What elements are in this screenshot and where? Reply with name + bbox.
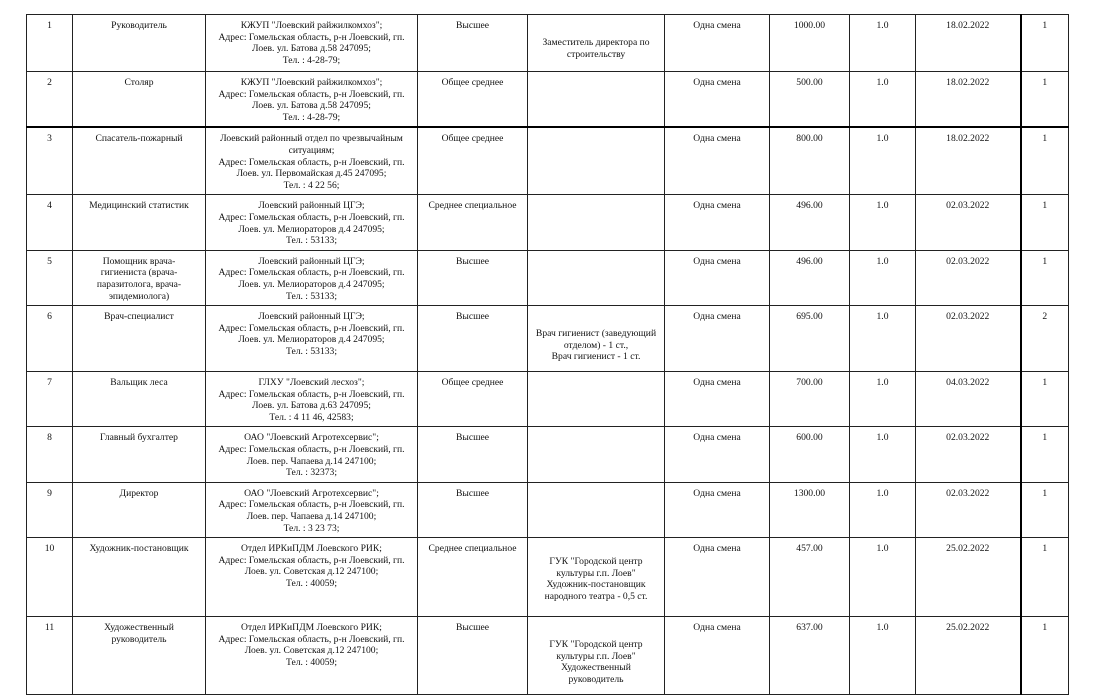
salary-cell: 496.00 — [770, 250, 850, 305]
rate-cell: 1.0 — [850, 482, 916, 537]
employer-line: ОАО "Лоевский Агротехсервис"; — [244, 487, 379, 499]
job-title-cell — [73, 372, 206, 427]
employer-line: Тел. : 3 23 73; — [283, 522, 340, 534]
date-cell: 02.03.2022 — [916, 482, 1021, 537]
employer-line: Тел. : 40059; — [285, 578, 338, 589]
employer-line: Лоев. ул. Советская д.12 247100; — [244, 645, 379, 657]
job-title-line: Медицинский статистик — [89, 200, 189, 212]
note-line: руководитель — [568, 674, 624, 685]
job-title-line: Вальщик леса — [110, 377, 168, 389]
vacancy-count-cell: 1 — [1021, 72, 1069, 128]
education-cell: Общее среднее — [418, 72, 528, 128]
salary-cell: 1300.00 — [770, 482, 850, 537]
job-title-line: Художник-постановщик — [89, 543, 189, 555]
job-title-cell — [73, 306, 206, 372]
employer-line: Адрес: Гомельская область, р-н Лоевский, гп. — [218, 267, 405, 279]
job-title-line: руководитель — [111, 633, 167, 645]
shift-cell: Одна смена — [665, 306, 770, 372]
job-title-line: гигиениста (врача- — [100, 267, 178, 279]
vacancy-count-cell: 1 — [1021, 482, 1069, 537]
employer-line: КЖУП "Лоевский райжилкомхоз"; — [240, 77, 383, 88]
note-line: строительству — [566, 48, 626, 60]
rate-cell: 1.0 — [850, 427, 916, 482]
rate-cell: 1.0 — [850, 538, 916, 617]
employer-line: Адрес: Гомельская область, р-н Лоевский, гп. — [218, 88, 405, 100]
employer-line: Тел. : 53133; — [285, 345, 338, 357]
employer-line: КЖУП "Лоевский райжилкомхоз"; — [240, 20, 383, 31]
date-cell: 18.02.2022 — [916, 72, 1021, 128]
rate-cell: 1.0 — [850, 195, 916, 250]
date-cell: 02.03.2022 — [916, 195, 1021, 250]
vacancy-count-cell: 1 — [1021, 617, 1069, 695]
salary-cell: 457.00 — [770, 538, 850, 617]
employer-cell — [206, 306, 418, 372]
job-title-cell — [73, 127, 206, 194]
note-cell — [528, 538, 665, 617]
employer-cell — [206, 72, 418, 128]
shift-cell: Одна смена — [665, 250, 770, 305]
date-cell: 25.02.2022 — [916, 538, 1021, 617]
shift-cell: Одна смена — [665, 127, 770, 194]
row-number-cell: 6 — [27, 306, 73, 372]
job-title-line: Главный бухгалтер — [100, 432, 178, 444]
row-number-cell: 9 — [27, 482, 73, 537]
employer-line: Адрес: Гомельская область, р-н Лоевский, гп. — [218, 499, 405, 511]
employer-cell — [206, 195, 418, 250]
employer-cell — [206, 250, 418, 305]
employer-line: Лоев. ул. Батова д.63 247095; — [252, 400, 371, 412]
note-line: отделом) - 1 ст., — [563, 339, 629, 351]
employer-line: Отдел ИРКиПДМ Лоевского РИК; — [241, 543, 382, 555]
employer-line: Тел. : 4 11 46, 42583; — [269, 411, 354, 423]
note-cell — [528, 127, 665, 194]
table-row — [27, 482, 1069, 537]
note-cell — [528, 72, 665, 128]
vacancy-count-cell: 1 — [1021, 127, 1069, 194]
job-title-line: Художественный — [104, 622, 174, 634]
employer-cell — [206, 482, 418, 537]
employer-line: Лоев. ул. Мелиораторов д.4 247095; — [238, 334, 385, 346]
education-cell: Высшее — [418, 482, 528, 537]
vacancy-count-cell: 2 — [1021, 306, 1069, 372]
rate-cell: 1.0 — [850, 15, 916, 72]
job-title-line: Руководитель — [111, 20, 167, 31]
vacancy-count-cell: 1 — [1021, 250, 1069, 305]
job-title-line: Столяр — [124, 77, 154, 88]
job-title-line: паразитолога, врача- — [96, 278, 182, 290]
employer-line: Лоевский районный отдел по чрезвычайным — [220, 133, 403, 145]
employer-line: Лоев. ул. Мелиораторов д.4 247095; — [238, 223, 385, 235]
salary-cell: 600.00 — [770, 427, 850, 482]
education-cell: Высшее — [418, 306, 528, 372]
note-line: ГУК "Городской центр — [549, 556, 643, 568]
shift-cell: Одна смена — [665, 72, 770, 128]
employer-line: Адрес: Гомельская область, р-н Лоевский, гп. — [218, 322, 405, 334]
table-row — [27, 617, 1069, 695]
table-row — [27, 72, 1069, 128]
salary-cell: 800.00 — [770, 127, 850, 194]
shift-cell: Одна смена — [665, 372, 770, 427]
note-line: Врач гигиенист (заведующий — [535, 328, 657, 340]
vacancy-count-cell: 1 — [1021, 372, 1069, 427]
education-cell: Высшее — [418, 15, 528, 72]
job-title-line: Врач-специалист — [104, 311, 174, 323]
employer-line: ситуациям; — [288, 144, 335, 156]
date-cell: 18.02.2022 — [916, 15, 1021, 72]
employer-line: Тел. : 53133; — [285, 290, 338, 302]
table-row — [27, 127, 1069, 194]
note-line: Заместитель директора по — [542, 37, 650, 48]
vacancy-count-cell: 1 — [1021, 538, 1069, 617]
employer-line: Лоевский районный ЦГЭ; — [258, 200, 365, 212]
row-number-cell: 3 — [27, 127, 73, 194]
employer-line: Лоев. пер. Чапаева д.14 247100; — [246, 455, 377, 467]
job-title-line: Спасатель-пожарный — [95, 133, 183, 145]
employer-line: Лоев. ул. Батова д.58 247095; — [252, 43, 371, 55]
employer-line: ГЛХУ "Лоевский лесхоз"; — [258, 377, 365, 389]
table-row — [27, 372, 1069, 427]
job-title-cell — [73, 195, 206, 250]
date-cell: 04.03.2022 — [916, 372, 1021, 427]
employer-line: Тел. : 40059; — [285, 657, 338, 668]
table-row — [27, 250, 1069, 305]
note-cell — [528, 482, 665, 537]
note-cell — [528, 195, 665, 250]
note-line: культуры г.п. Лоев" — [556, 567, 636, 579]
row-number-cell: 2 — [27, 72, 73, 128]
job-title-line: эпидемиолога) — [108, 290, 170, 302]
employer-line: Лоев. пер. Чапаева д.14 247100; — [246, 511, 377, 523]
row-number-cell: 4 — [27, 195, 73, 250]
note-cell — [528, 15, 665, 72]
row-number-cell: 1 — [27, 15, 73, 72]
note-cell — [528, 306, 665, 372]
shift-cell: Одна смена — [665, 538, 770, 617]
rate-cell: 1.0 — [850, 372, 916, 427]
date-cell: 18.02.2022 — [916, 127, 1021, 194]
salary-cell: 695.00 — [770, 306, 850, 372]
employer-line: Тел. : 32373; — [285, 467, 338, 479]
table-row — [27, 538, 1069, 617]
vacancy-table — [26, 14, 1069, 695]
row-number-cell: 10 — [27, 538, 73, 617]
education-cell: Высшее — [418, 427, 528, 482]
employer-line: Адрес: Гомельская область, р-н Лоевский, гп. — [218, 633, 405, 645]
employer-line: ОАО "Лоевский Агротехсервис"; — [244, 432, 379, 444]
note-line: Врач гигиенист - 1 ст. — [551, 351, 641, 363]
salary-cell: 700.00 — [770, 372, 850, 427]
table-row — [27, 306, 1069, 372]
shift-cell: Одна смена — [665, 482, 770, 537]
employer-line: Отдел ИРКиПДМ Лоевского РИК; — [241, 622, 382, 634]
note-line: Художник-постановщик — [546, 579, 646, 591]
salary-cell: 637.00 — [770, 617, 850, 695]
education-cell: Среднее специальное — [418, 538, 528, 617]
note-cell — [528, 617, 665, 695]
employer-line: Адрес: Гомельская область, р-н Лоевский, гп. — [218, 554, 405, 566]
employer-line: Адрес: Гомельская область, р-н Лоевский, гп. — [218, 211, 405, 223]
note-line: культуры г.п. Лоев" — [556, 650, 636, 662]
note-line: ГУК "Городской центр — [549, 639, 643, 651]
job-title-line: Директор — [119, 487, 159, 499]
note-line: Художественный — [561, 662, 631, 674]
salary-cell: 1000.00 — [770, 15, 850, 72]
employer-line: Адрес: Гомельская область, р-н Лоевский, гп. — [218, 31, 405, 43]
employer-cell — [206, 538, 418, 617]
rate-cell: 1.0 — [850, 617, 916, 695]
shift-cell: Одна смена — [665, 15, 770, 72]
rate-cell: 1.0 — [850, 250, 916, 305]
note-cell — [528, 372, 665, 427]
employer-line: Тел. : 53133; — [285, 235, 338, 247]
date-cell: 02.03.2022 — [916, 306, 1021, 372]
table-row — [27, 427, 1069, 482]
shift-cell: Одна смена — [665, 617, 770, 695]
job-title-cell — [73, 482, 206, 537]
employer-line: Адрес: Гомельская область, р-н Лоевский, гп. — [218, 444, 405, 456]
employer-cell — [206, 15, 418, 72]
job-title-cell — [73, 538, 206, 617]
employer-line: Лоевский районный ЦГЭ; — [258, 255, 365, 267]
vacancy-count-cell: 1 — [1021, 427, 1069, 482]
row-number-cell: 11 — [27, 617, 73, 695]
date-cell: 02.03.2022 — [916, 250, 1021, 305]
employer-line: Тел. : 4-28-79; — [282, 54, 341, 66]
shift-cell: Одна смена — [665, 195, 770, 250]
employer-line: Лоев. ул. Мелиораторов д.4 247095; — [238, 278, 385, 290]
employer-line: Лоев. ул. Первомайская д.45 247095; — [236, 168, 387, 180]
note-cell — [528, 427, 665, 482]
note-line: народного театра - 0,5 ст. — [544, 591, 648, 602]
note-cell — [528, 250, 665, 305]
table-row — [27, 15, 1069, 72]
employer-line: Лоев. ул. Батова д.58 247095; — [252, 100, 371, 112]
job-title-cell — [73, 15, 206, 72]
education-cell: Высшее — [418, 250, 528, 305]
education-cell: Общее среднее — [418, 372, 528, 427]
row-number-cell: 8 — [27, 427, 73, 482]
salary-cell: 496.00 — [770, 195, 850, 250]
table-row — [27, 195, 1069, 250]
employer-line: Адрес: Гомельская область, р-н Лоевский, гп. — [218, 388, 405, 400]
vacancy-count-cell: 1 — [1021, 195, 1069, 250]
row-number-cell: 5 — [27, 250, 73, 305]
employer-cell — [206, 127, 418, 194]
shift-cell: Одна смена — [665, 427, 770, 482]
employer-line: Лоев. ул. Советская д.12 247100; — [244, 566, 379, 578]
table-body — [27, 15, 1069, 695]
education-cell: Общее среднее — [418, 127, 528, 194]
job-title-line: Помощник врача- — [102, 255, 176, 267]
vacancy-count-cell: 1 — [1021, 15, 1069, 72]
rate-cell: 1.0 — [850, 72, 916, 128]
education-cell: Высшее — [418, 617, 528, 695]
education-cell: Среднее специальное — [418, 195, 528, 250]
employer-line: Тел. : 4 22 56; — [283, 179, 340, 191]
job-title-cell — [73, 427, 206, 482]
rate-cell: 1.0 — [850, 127, 916, 194]
employer-cell — [206, 372, 418, 427]
employer-cell — [206, 427, 418, 482]
employer-line: Лоевский районный ЦГЭ; — [258, 311, 365, 323]
salary-cell: 500.00 — [770, 72, 850, 128]
employer-cell — [206, 617, 418, 695]
job-title-cell — [73, 250, 206, 305]
job-title-cell — [73, 72, 206, 128]
employer-line: Тел. : 4-28-79; — [282, 111, 341, 123]
date-cell: 02.03.2022 — [916, 427, 1021, 482]
row-number-cell: 7 — [27, 372, 73, 427]
employer-line: Адрес: Гомельская область, р-н Лоевский, гп. — [218, 156, 405, 168]
date-cell: 25.02.2022 — [916, 617, 1021, 695]
job-title-cell — [73, 617, 206, 695]
rate-cell: 1.0 — [850, 306, 916, 372]
